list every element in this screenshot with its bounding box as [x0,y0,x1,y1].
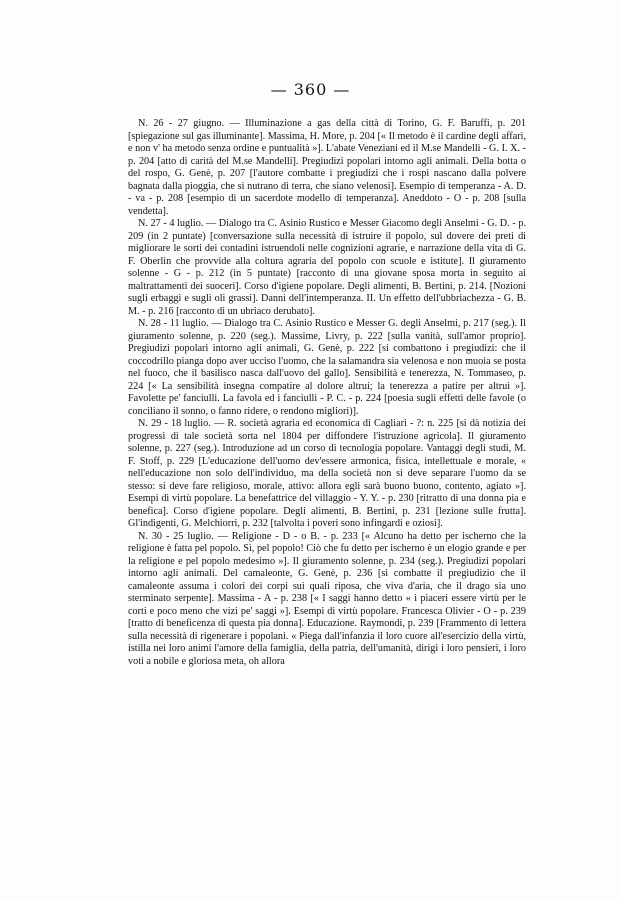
entry-n30: N. 30 - 25 luglio. — Religione - D - o B. - p. 233 [« Alcuno ha detto per ischerno che la religione è fatta pel popolo. Sì, pel popolo! Ciò che fu detto per ischerno è un elogio grande e per la religione e pel popolo medesimo »]. Il giuramento solenne, p. 234 (seg.). Pregiudizi popolari intorno agli animali. Del camaleonte, G. Genè, p. 236 [si combatte il pregiudizio che il camaleonte assuma i colori dei corpi sui quali riposa, che viva d'aria, che il drago sia uno sterminato serpente]. Massima - A - p. 238 [« I saggi hanno detto « i piaceri essere virtù per le corti e poco meno che vizi pe' saggi »]. Esempi di virtù popolare. Francesca Olivier - O - p. 239 [tratto di beneficenza di questa pia donna]. Educazione. Raymondi, p. 239 [Frammento di lettera sulla necessità di rigenerare i popolani. « Piega dall'infanzia il loro cuore all'esercizio della virtù, istilla nei loro animi l'amore della famiglia, della patria, dell'umanità, dirigi i loro pensieri, i loro voti a nobile e gloriosa meta, oh allora [128,530,526,667]
entry-n29: N. 29 - 18 luglio. — R. società agraria ed economica di Cagliari - ?: n. 225 [si dà notizia dei progressi di tale società sorta nel 1804 per diffondere l'istruzione agricola]. Il giuramento solenne, p. 227 (seg.). Introduzione ad un corso di tecnologia popolare. Vantaggi degli studi, M. F. Stoff, p. 229 [L'educazione dell'uomo dev'essere armonica, fisica, intellettuale e morale, « nell'educazione non solo dell'individuo, ma della società non si deve separare l'uomo da se stesso: si deve fare religioso, morale, attivo: allora egli sarà buono buono, contento, agiato »]. Esempi di virtù popolare. La benefattrice del villaggio - Y. Y. - p. 230 [ritratto di una donna pia e benefica]. Corso d'igiene popolare. Degli alimenti, B. Bertini, p. 231 [lezione sulle frutta]. Gl'indigenti, G. Melchiorri, p. 232 [talvolta i poveri sono infingardi e oziosi]. [128,418,526,529]
entry-n28: N. 28 - 11 luglio. — Dialogo tra C. Asinio Rustico e Messer G. degli Anselmi, p. 217 (seg.). Il giuramento solenne, p. 220 (seg.). Massime, Livry, p. 222 [sulla vanità, sull'amor proprio]. Pregiudizi popolari intorno agli animali, G. Genè, p. 222 [si combattono i pregiudizi: che il coccodrillo pianga dopo aver ucciso l'uomo, che la salamandra sia velenosa e non muoia se posta nel fuoco, che il basilisco nasca dall'uovo del gallo]. Sensibilità e tenerezza, N. Tommaseo, p. 224 [« La sensibilità insegna compatire al dolore altrui; la tenerezza a patire per altrui »]. Favolette pe' fanciulli. La favola ed i fanciulli - P. C. - p. 224 [poesia sugli effetti delle favole (o conciliano il sonno, o fanno ridere, o rendono migliori)]. [128,318,526,417]
text-body [128,118,526,668]
page-number: — 360 — [270,80,351,99]
entry-n27: N. 27 - 4 luglio. — Dialogo tra C. Asinio Rustico e Messer Giacomo degli Anselmi - G. D. - p. 209 (in 2 puntate) [conversazione sulla necessità di istruire il popolo, sul dovere dei preti di migliorare le sorti dei contadini istruendoli nelle cognizioni agrarie, e narrazione della vita di G. F. Oberlin che provvide alla coltura agraria del popolo con scuole e istitute]. Il giuramento solenne - G - p. 212 (in 5 puntate) [racconto di una giovane sposa morta in seguito ai maltrattamenti dei suoceri]. Corso d'igiene popolare. Degli alimenti, B. Bertini, p. 214. [Nozioni sugli erbaggi e sugli oli grassi]. Danni dell'intemperanza. II. Un effetto dell'ubbriachezza - G. B. M. - p. 216 [racconto di un ubriaco derubato]. [128,218,526,317]
entry-n26: N. 26 - 27 giugno. — Illuminazione a gas della città di Torino, G. F. Baruffi, p. 201 [spiegazione sul gas illuminante]. Massima, H. More, p. 204 [« Il metodo è il cardine degli affari, e non v' ha metodo senza ordine e puntualità »]. L'abate Veneziani ed il M.se Mandelli - G. I. X. - p. 204 [atto di carità del M.se Mandelli]. Pregiudizi popolari intorno agli animali. Della botta o del rospo, G. Genè, p. 207 [l'autore combatte i pregiudizi che i rospi nascano dalla polvere bagnata dalla pioggia, che si nutrano di terra, che siano velenosi]. Esempio di temperanza - A. D. - va - p. 208 [esempio di un sacerdote modello di temperanza]. Aneddoto - O - p. 208 [sulla vendetta]. [128,118,526,217]
